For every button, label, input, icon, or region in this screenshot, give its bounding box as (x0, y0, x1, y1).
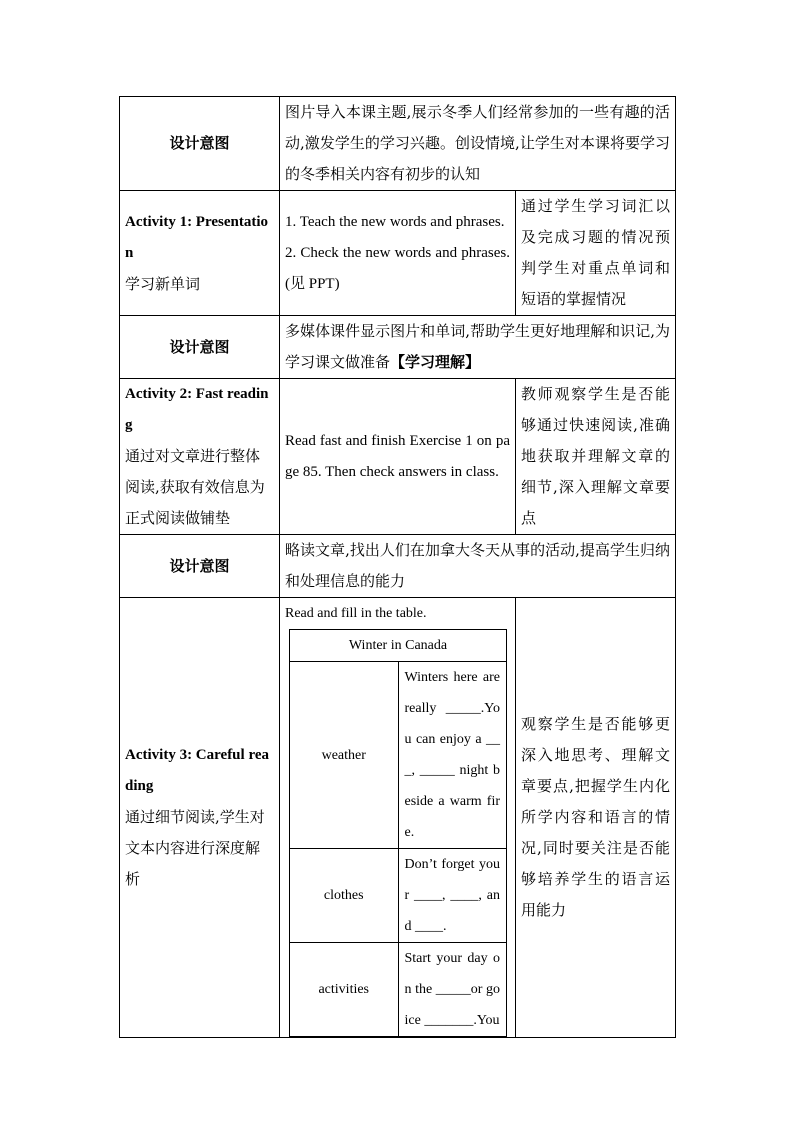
activity-1-title: Activity 1: Presentation (125, 213, 269, 261)
intent-text-2-cell (280, 316, 676, 379)
activity-3-content (280, 598, 516, 1038)
activity-3-title: Activity 3: Careful reading (125, 747, 269, 794)
activity-1-assessment: 通过学生学习词汇以及完成习题的情况预判学生对重点单词和短语的掌握情况 (516, 191, 676, 316)
activity-3-assessment: 观察学生是否能够更深入地思考、理解文章要点,把握学生内化所学内容和语言的情况,同时要关注是否能够培养学生的语言运用能力 (516, 598, 676, 1038)
intent-tag-2: 【学习理解】 (390, 353, 481, 371)
weather-row (290, 662, 507, 849)
clothes-row (290, 849, 507, 943)
activities-row (290, 943, 507, 1037)
inner-table-title: Winter in Canada (290, 630, 507, 662)
intent-text-2: 多媒体课件显示图片和单词,帮助学生更好地理解和识记,为学习课文做准备 (285, 322, 670, 371)
activity-2-assessment: 教师观察学生是否能够通过快速阅读,准确地获取并理解文章的细节,深入理解文章要点 (516, 379, 676, 535)
intent-row-1 (120, 97, 676, 191)
intent-text-3: 略读文章,找出人们在加拿大冬天从事的活动,提高学生归纳和处理信息的能力 (280, 535, 676, 598)
inner-table-header-row (290, 630, 507, 662)
intent-label-3: 设计意图 (120, 535, 280, 598)
weather-label: weather (290, 662, 399, 849)
intent-row-3 (120, 535, 676, 598)
lesson-plan-table (119, 96, 676, 1038)
activity-2-desc: 通过对文章进行整体阅读,获取有效信息为正式阅读做铺垫 (125, 447, 265, 527)
activity-row-3 (120, 598, 676, 1038)
activity-1-desc: 学习新单词 (125, 274, 201, 293)
clothes-label: clothes (290, 849, 399, 943)
activity-3-intro: Read and fill in the table. (285, 606, 427, 621)
clothes-text: Don’t forget your ____, ____, and ____. (398, 849, 507, 943)
weather-text: Winters here are really _____.You can enjoy a ___, _____ night beside a warm fire. (398, 662, 507, 849)
activity-3-desc: 通过细节阅读,学生对文本内容进行深度解析 (125, 808, 265, 888)
activity-2-content: Read fast and finish Exercise 1 on page 85. Then check answers in class. (280, 379, 516, 535)
activity-1-cell (120, 191, 280, 316)
intent-text-1: 图片导入本课主题,展示冬季人们经常参加的一些有趣的活动,激发学生的学习兴趣。创设情境,让学生对本课将要学习的冬季相关内容有初步的认知 (280, 97, 676, 191)
activity-3-cell (120, 598, 280, 1038)
activity-row-2 (120, 379, 676, 535)
activities-label: activities (290, 943, 399, 1037)
intent-label-1: 设计意图 (120, 97, 280, 191)
activities-text: Start your day on the _____or go ice _______.You (398, 943, 507, 1037)
activity-2-title: Activity 2: Fast reading (125, 386, 269, 433)
intent-label-2: 设计意图 (120, 316, 280, 379)
intent-row-2 (120, 316, 676, 379)
activity-1-content (280, 191, 516, 316)
winter-in-canada-table (289, 629, 507, 1037)
activity-2-cell (120, 379, 280, 535)
activity-row-1 (120, 191, 676, 316)
activity-1-step-2: 2. Check the new words and phrases. (见 PPT) (285, 244, 510, 292)
activity-1-step-1: 1. Teach the new words and phrases. (285, 213, 505, 230)
